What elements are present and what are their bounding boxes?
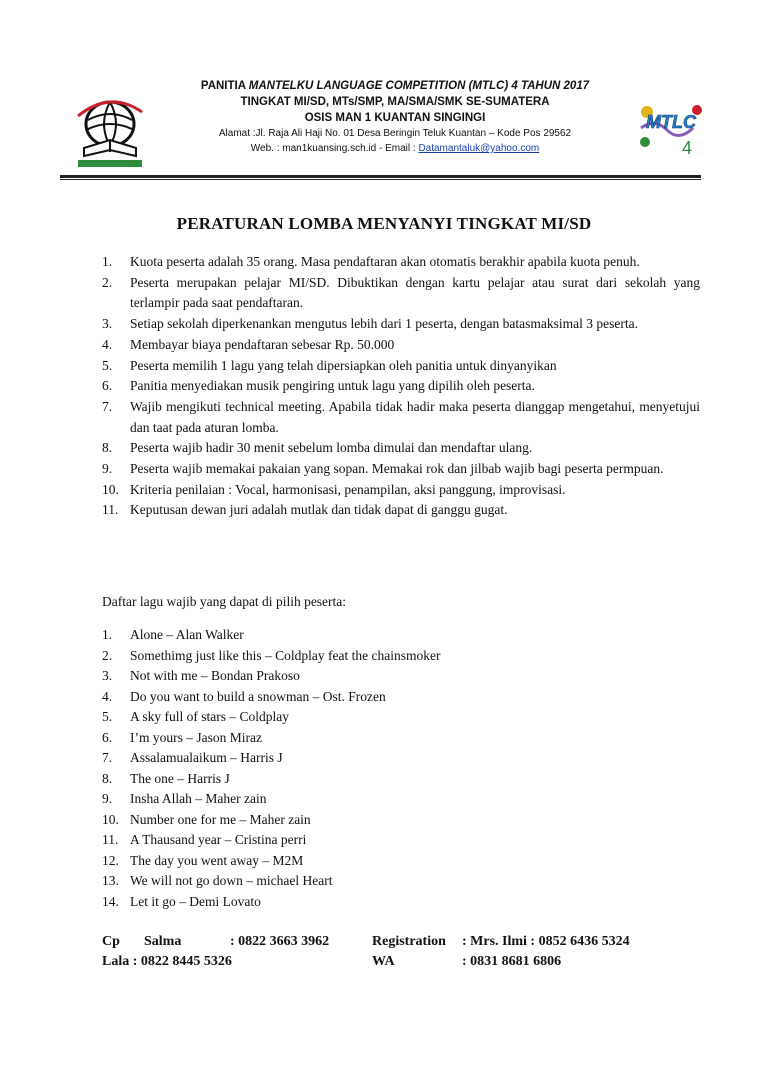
rule-text: Kriteria penilaian : Vocal, harmonisasi, penampilan, aksi panggung, improvisasi. (130, 481, 566, 497)
songs-list (102, 625, 700, 912)
rule-text: Peserta merupakan pelajar MI/SD. Dibuktikan dengan kartu pelajar atau surat dari sekolah yang terlampir pada saat pendaftaran. (130, 274, 700, 311)
letterhead (60, 78, 708, 178)
rule-number: 2. (102, 274, 113, 290)
song-number: 2. (102, 647, 113, 663)
song-item (102, 748, 700, 769)
song-number: 9. (102, 791, 113, 806)
song-title: Do you want to build a snowman – Ost. Frozen (130, 688, 386, 704)
rule-number: 6. (102, 378, 113, 394)
songs-intro: Daftar lagu wajib yang dapat di pilih peserta: (102, 594, 347, 609)
letterhead-rule (60, 175, 701, 178)
level-line: TINGKAT MI/SD, MTs/SMP, MA/SMA/SMK SE-SUMATERA (240, 96, 550, 108)
rule-number: 1. (102, 254, 113, 269)
lala-contact: Lala : 0822 8445 5326 (102, 954, 232, 969)
song-number: 14. (102, 893, 119, 909)
cp-phone: : 0822 3663 3962 (230, 934, 330, 949)
rule-number: 11. (102, 502, 119, 518)
rule-text: Peserta wajib memakai pakaian yang sopan. Memakai rok dan jilbab wajib bagi peserta permpuan. (130, 461, 664, 477)
rule-text: Keputusan dewan juri adalah mutlak dan tidak dapat di ganggu gugat. (130, 502, 508, 518)
cp-label: Cp (102, 934, 120, 949)
web-line: Web. : man1kuansing.sch.id - Email : (250, 143, 419, 154)
rule-item (102, 500, 700, 521)
song-title: Let it go – Demi Lovato (130, 893, 261, 909)
song-number: 6. (102, 729, 113, 745)
song-number: 11. (102, 832, 119, 847)
song-title: Somethimg just like this – Coldplay feat the chainsmoker (130, 647, 441, 663)
rule-text: Wajib mengikuti technical meeting. Apabila tidak hadir maka peserta dianggap mengetahui, menyetujui dan taat pada aturan lomba. (130, 398, 700, 435)
song-number: 13. (102, 873, 119, 888)
song-item (102, 646, 700, 667)
wa-label: WA (372, 954, 395, 969)
rule-number: 5. (102, 357, 113, 373)
song-number: 12. (102, 852, 119, 868)
rule-item (102, 273, 700, 314)
rule-text: Membayar biaya pendaftaran sebesar Rp. 50.000 (130, 336, 395, 352)
song-number: 3. (102, 668, 113, 683)
song-item (102, 666, 700, 687)
rule-number: 3. (102, 316, 113, 332)
song-number: 5. (102, 709, 113, 724)
song-title: A sky full of stars – Coldplay (130, 709, 289, 724)
song-item (102, 707, 700, 728)
rule-item (102, 480, 700, 501)
song-item (102, 830, 700, 851)
mtlc-logo-text: MTLC (646, 112, 696, 132)
song-number: 10. (102, 811, 119, 827)
contact-block (102, 934, 702, 974)
email-link[interactable]: Datamantaluk@yahoo.com (418, 143, 540, 154)
address-line: Alamat :Jl. Raja Ali Haji No. 01 Desa Beringin Teluk Kuantan – Kode Pos 29562 (218, 128, 572, 139)
registration-value: : Mrs. Ilmi : 0852 6436 5324 (462, 934, 630, 949)
song-item (102, 810, 700, 831)
song-item (102, 728, 700, 749)
rule-item (102, 314, 700, 335)
rule-item (102, 459, 700, 480)
song-title: We will not go down – michael Heart (130, 873, 333, 888)
rule-number: 10. (102, 481, 119, 497)
rule-number: 7. (102, 398, 113, 414)
song-number: 1. (102, 627, 113, 642)
mtlc-logo (635, 98, 710, 163)
school-globe-logo (70, 90, 150, 170)
rule-item (102, 438, 700, 459)
rule-number: 8. (102, 440, 113, 456)
contact-row-1 (102, 934, 702, 954)
rule-text: Panitia menyediakan musik pengiring untuk lagu yang dipilih oleh peserta. (130, 378, 535, 394)
rule-item (102, 356, 700, 377)
mtlc-logo-number: 4 (681, 138, 693, 158)
song-number: 8. (102, 770, 113, 786)
competition-name: MANTELKU LANGUAGE COMPETITION (MTLC) 4 TAHUN 2017 (248, 80, 590, 92)
song-title: Number one for me – Maher zain (130, 811, 311, 827)
song-item (102, 851, 700, 872)
rule-text: Setiap sekolah diperkenankan mengutus lebih dari 1 peserta, dengan batasmaksimal 3 peserta. (130, 316, 638, 332)
song-title: A Thausand year – Cristina perri (130, 832, 307, 847)
document-title: PERATURAN LOMBA MENYANYI TINGKAT MI/SD (176, 214, 592, 233)
rules-list (102, 252, 700, 521)
song-item (102, 789, 700, 810)
song-number: 7. (102, 750, 113, 765)
song-title: Insha Allah – Maher zain (130, 791, 267, 806)
rule-number: 4. (102, 336, 113, 352)
song-item (102, 871, 700, 892)
song-item (102, 892, 700, 913)
song-title: Alone – Alan Walker (130, 627, 244, 642)
rule-text: Kuota peserta adalah 35 orang. Masa pendaftaran akan otomatis berakhir apabila kuota penuh. (130, 254, 640, 269)
wa-value: : 0831 8681 6806 (462, 954, 562, 969)
song-title: Assalamualaikum – Harris J (130, 750, 283, 765)
rule-text: Peserta wajib hadir 30 menit sebelum lomba dimulai dan mendaftar ulang. (130, 440, 533, 456)
rule-item (102, 335, 700, 356)
song-item (102, 769, 700, 790)
contact-row-2 (102, 954, 702, 974)
committee-prefix: PANITIA (200, 80, 249, 92)
song-number: 4. (102, 688, 113, 704)
registration-label: Registration (372, 934, 446, 949)
rule-item (102, 376, 700, 397)
song-title: The one – Harris J (130, 770, 230, 786)
organizer-line: OSIS MAN 1 KUANTAN SINGINGI (304, 112, 486, 124)
song-title: Not with me – Bondan Prakoso (130, 668, 300, 683)
song-title: I’m yours – Jason Miraz (130, 729, 262, 745)
rule-item (102, 252, 700, 273)
rule-number: 9. (102, 461, 113, 477)
song-item (102, 625, 700, 646)
song-item (102, 687, 700, 708)
cp-name: Salma (144, 934, 182, 949)
song-title: The day you went away – M2M (130, 852, 304, 868)
rule-item (102, 397, 700, 438)
letterhead-rule-thin (60, 179, 701, 180)
rule-text: Peserta memilih 1 lagu yang telah dipersiapkan oleh panitia untuk dinyanyikan (130, 357, 557, 373)
